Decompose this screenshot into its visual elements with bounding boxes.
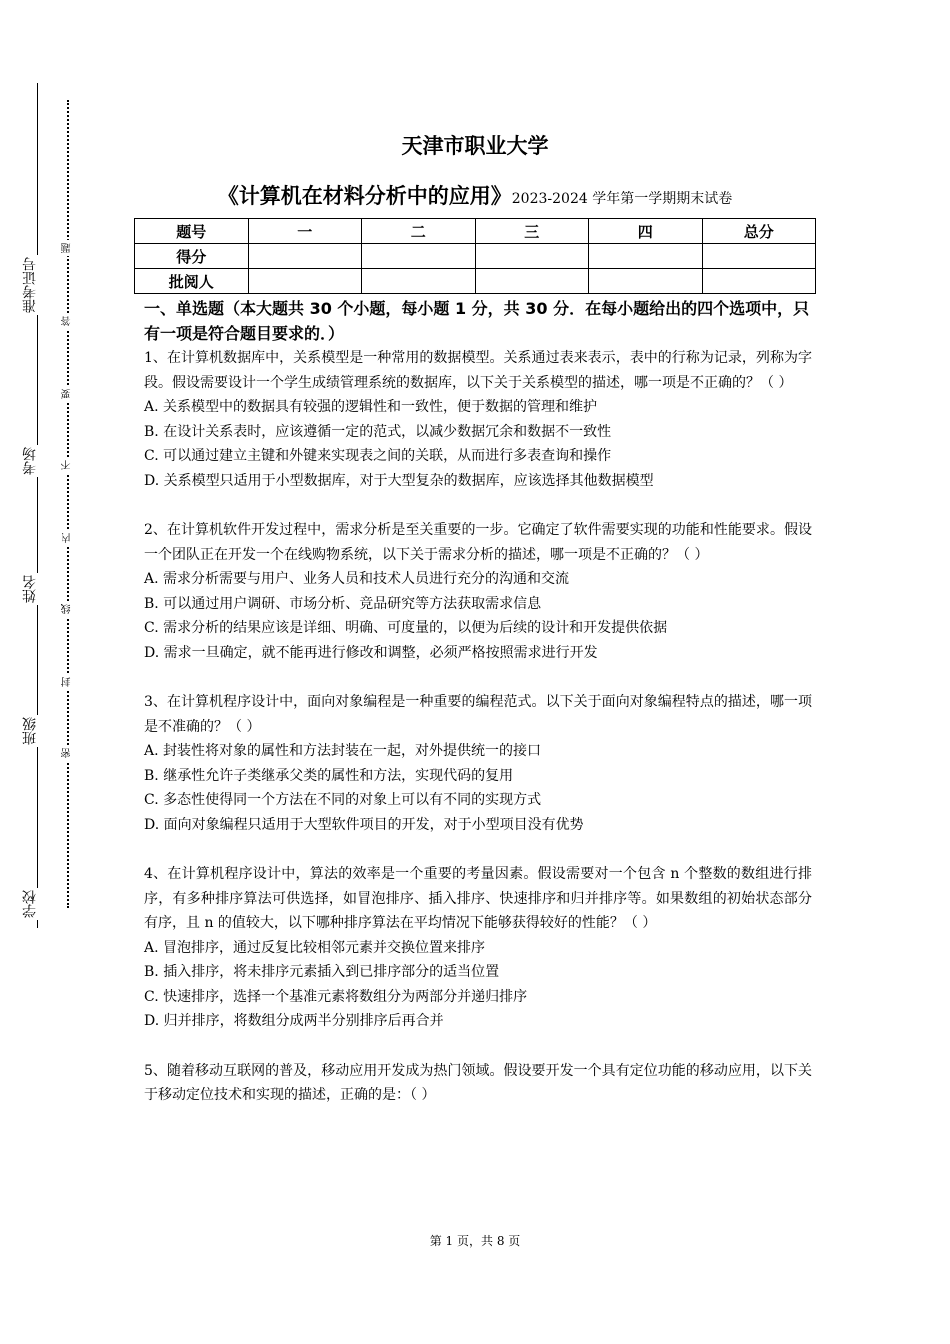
term-label: 2023-2024 学年第一学期期末试卷 xyxy=(511,191,733,207)
score-col-header: 一 xyxy=(248,219,362,244)
grader-cell xyxy=(248,269,362,294)
option-d: D. 关系模型只适用于小型数据库，对于大型复杂的数据库，应该选择其他数据模型 xyxy=(144,472,654,489)
seal-dotted-line xyxy=(67,100,69,908)
grader-cell xyxy=(362,269,476,294)
question-item xyxy=(144,346,812,493)
seal-word: 答 xyxy=(62,313,73,329)
option-d: D. 需求一旦确定，就不能再进行修改和调整，必须严格按照需求进行开发 xyxy=(144,644,598,661)
option-d: D. 面向对象编程只适用于大型软件项目的开发，对于小型项目没有优势 xyxy=(144,816,584,833)
section-heading: 一、单选题（本大题共 30 个小题，每小题 1 分，共 30 分．在每小题给出的四个选项中，只有一项是符合题目要求的．） xyxy=(144,299,810,343)
grader-row-label: 批阅人 xyxy=(135,269,249,294)
score-col-header: 四 xyxy=(589,219,703,244)
question-stem: 4、在计算机程序设计中，算法的效率是一个重要的考量因素。假设需要对一个包含 n 个整数的数组进行排序，有多种排序算法可供选择，如冒泡排序、插入排序、快速排序和归并排序等。如果数组的初始状态部分有序，且 n 的值较大，以下哪种排序算法在平均情况下能够获得较好的性能？（ ） xyxy=(144,866,812,931)
option-d: D. 归并排序，将数组分成两半分别排序后再合并 xyxy=(144,1013,444,1029)
score-row-label: 得分 xyxy=(135,244,249,269)
option-c: C. 多态性使得同一个方法在不同的对象上可以有不同的实现方式 xyxy=(144,792,542,808)
score-cell xyxy=(362,244,476,269)
option-b: B. 继承性允许子类继承父类的属性和方法，实现代码的复用 xyxy=(144,767,514,784)
seal-word: 密 xyxy=(62,745,73,761)
question-item xyxy=(144,518,812,665)
exam-room-label: 考场 xyxy=(22,447,38,475)
grader-cell xyxy=(475,269,589,294)
university-title: 天津市职业大学 xyxy=(401,134,549,158)
grader-cell xyxy=(589,269,703,294)
exam-id-label: 准考证号 xyxy=(22,257,38,313)
score-table xyxy=(134,218,816,294)
question-item xyxy=(144,862,812,1034)
name-label: 姓名 xyxy=(22,575,38,603)
option-c: C. 需求分析的结果应该是详细、明确、可度量的，以便为后续的设计和开发提供依据 xyxy=(144,620,668,636)
option-c: C. 快速排序，选择一个基准元素将数组分为两部分并递归排序 xyxy=(144,988,528,1005)
option-b: B. 插入排序，将未排序元素插入到已排序部分的适当位置 xyxy=(144,964,500,980)
seal-word: 封 xyxy=(62,674,73,690)
score-row xyxy=(135,244,816,269)
seal-word: 要 xyxy=(62,386,73,402)
school-label: 学校 xyxy=(22,890,38,918)
question-item xyxy=(144,1059,812,1108)
question-list xyxy=(144,346,812,1133)
question-stem: 1、在计算机数据库中，关系模型是一种常用的数据模型。关系通过表来表示，表中的行称为记录，列称为字段。假设需要设计一个学生成绩管理系统的数据库，以下关于关系模型的描述，哪一项是不正确的？（ ） xyxy=(144,350,812,391)
score-cell xyxy=(702,244,816,269)
score-col-header: 二 xyxy=(362,219,476,244)
option-a: A. 封装性将对象的属性和方法封装在一起，对外提供统一的接口 xyxy=(144,743,542,759)
score-cell xyxy=(248,244,362,269)
option-b: B. 在设计关系表时，应该遵循一定的范式，以减少数据冗余和数据不一致性 xyxy=(144,423,612,440)
grader-cell xyxy=(702,269,816,294)
exam-subtitle xyxy=(0,180,950,210)
question-stem: 2、在计算机软件开发过程中，需求分析是至关重要的一步。它确定了软件需要实现的功能和性能要求。假设一个团队正在开发一个在线购物系统，以下关于需求分析的描述，哪一项是不正确的？（ ） xyxy=(144,522,812,563)
score-table-header-row xyxy=(135,219,816,244)
seal-word: 题 xyxy=(62,240,73,256)
score-col-header: 总分 xyxy=(702,219,816,244)
question-item xyxy=(144,690,812,837)
page-footer: 第 1 页，共 8 页 xyxy=(429,1234,521,1248)
score-col-header: 三 xyxy=(475,219,589,244)
score-col-header: 题号 xyxy=(135,219,249,244)
seal-word: 线 xyxy=(62,601,73,617)
score-cell xyxy=(475,244,589,269)
grader-row xyxy=(135,269,816,294)
option-b: B. 可以通过用户调研、市场分析、竞品研究等方法获取需求信息 xyxy=(144,595,542,612)
seal-word: 不 xyxy=(62,457,73,473)
course-title: 《计算机在材料分析中的应用》 xyxy=(217,184,512,208)
option-a: A. 关系模型中的数据具有较强的逻辑性和一致性，便于数据的管理和维护 xyxy=(144,399,598,415)
option-a: A. 冒泡排序，通过反复比较相邻元素并交换位置来排序 xyxy=(144,939,486,956)
question-stem: 5、随着移动互联网的普及，移动应用开发成为热门领域。假设要开发一个具有定位功能的移动应用，以下关于移动定位技术和实现的描述，正确的是：（ ） xyxy=(144,1062,812,1103)
seal-word: 内 xyxy=(62,530,73,546)
question-stem: 3、在计算机程序设计中，面向对象编程是一种重要的编程范式。以下关于面向对象编程特点的描述，哪一项是不准确的？（ ） xyxy=(144,694,812,735)
option-a: A. 需求分析需要与用户、业务人员和技术人员进行充分的沟通和交流 xyxy=(144,571,570,587)
option-c: C. 可以通过建立主键和外键来实现表之间的关联，从而进行多表查询和操作 xyxy=(144,448,612,464)
class-label: 班级 xyxy=(22,717,38,745)
score-cell xyxy=(589,244,703,269)
